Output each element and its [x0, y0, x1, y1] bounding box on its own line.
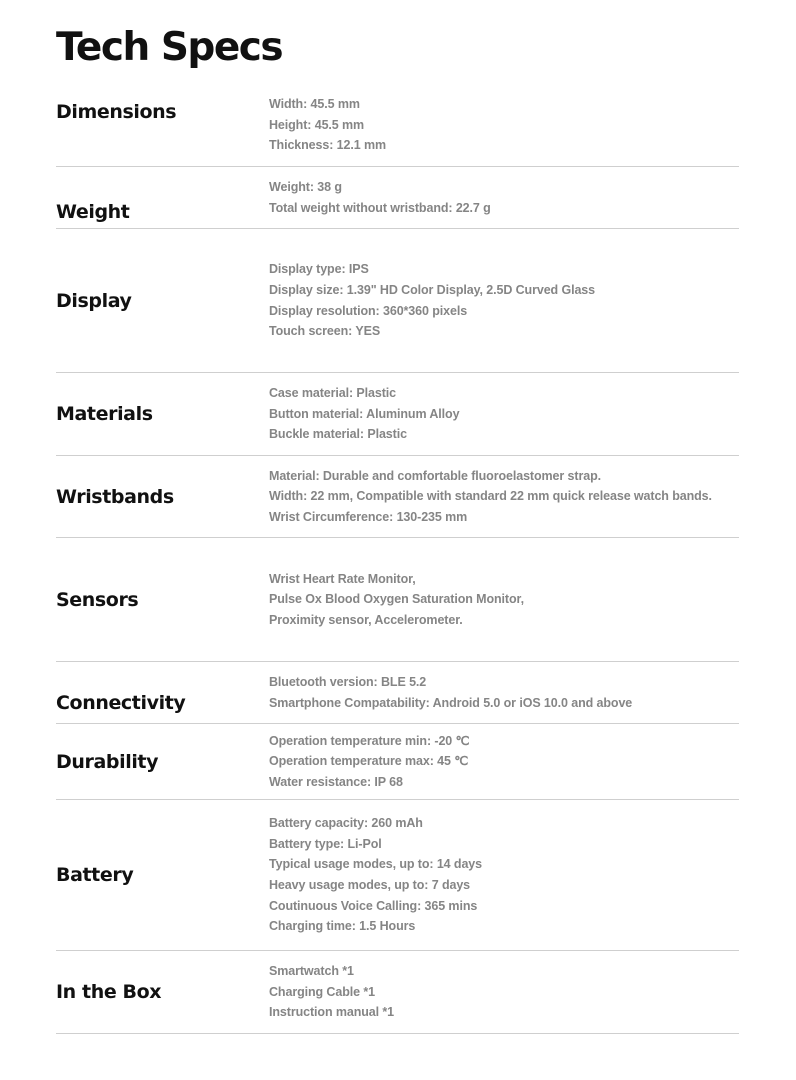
spec-row-materials [56, 373, 739, 456]
spec-label-connectivity: Connectivity [56, 691, 186, 714]
spec-value: Wrist Heart Rate Monitor, [269, 571, 416, 586]
spec-values-connectivity [269, 662, 739, 723]
spec-value: Touch screen: YES [269, 324, 381, 339]
spec-value: Pulse Ox Blood Oxygen Saturation Monitor, [269, 592, 524, 607]
spec-row-weight [56, 167, 739, 229]
spec-label-materials: Materials [56, 403, 153, 425]
spec-value: Smartwatch *1 [269, 964, 354, 979]
spec-values-materials [269, 373, 739, 455]
spec-value: Smartphone Compatability: Android 5.0 or iOS 10.0 and above [269, 695, 633, 710]
spec-value: Typical usage modes, up to: 14 days [269, 857, 482, 872]
spec-label-wristbands: Wristbands [56, 485, 174, 508]
spec-row-in-the-box [56, 951, 739, 1034]
spec-value: Wrist Circumference: 130-235 mm [269, 509, 468, 524]
spec-value: Instruction manual *1 [269, 1005, 395, 1020]
spec-values-display [269, 229, 739, 372]
spec-value: Width: 45.5 mm [269, 97, 360, 112]
spec-values-weight [269, 167, 739, 228]
spec-value: Display resolution: 360*360 pixels [269, 303, 468, 318]
spec-value: Display type: IPS [269, 262, 369, 277]
spec-row-display [56, 229, 739, 373]
spec-value: Total weight without wristband: 22.7 g [269, 200, 491, 215]
page-title: Tech Specs [56, 25, 283, 70]
spec-value: Weight: 38 g [269, 179, 342, 194]
spec-value: Charging time: 1.5 Hours [269, 919, 416, 934]
spec-value: Case material: Plastic [269, 386, 397, 401]
spec-label-dimensions: Dimensions [56, 101, 177, 123]
spec-label-sensors: Sensors [56, 588, 139, 611]
spec-value: Buckle material: Plastic [269, 427, 407, 442]
spec-value: Charging Cable *1 [269, 984, 375, 999]
spec-value: Heavy usage modes, up to: 7 days [269, 878, 471, 892]
spec-value: Proximity sensor, Accelerometer. [269, 612, 463, 627]
spec-value: Height: 45.5 mm [269, 117, 365, 132]
spec-values-battery [269, 800, 739, 950]
spec-value: Coutinuous Voice Calling: 365 mins [269, 898, 478, 913]
spec-label-durability: Durability [56, 750, 159, 773]
spec-label-battery: Battery [56, 864, 134, 886]
spec-value: Operation temperature max: 45 ℃ [269, 754, 469, 769]
spec-value: Battery type: Li-Pol [269, 836, 382, 851]
spec-value: Display size: 1.39" HD Color Display, 2.5D Curved Glass [269, 282, 596, 297]
spec-values-wristbands [269, 456, 739, 537]
spec-row-battery [56, 800, 739, 951]
spec-value: Water resistance: IP 68 [269, 774, 403, 789]
spec-row-wristbands [56, 456, 739, 538]
spec-value: Operation temperature min: -20 ℃ [269, 733, 470, 748]
spec-value: Battery capacity: 260 mAh [269, 816, 423, 831]
spec-row-durability [56, 724, 739, 800]
spec-value: Width: 22 mm, Compatible with standard 22 mm quick release watch bands. [269, 489, 712, 504]
spec-values-in-the-box [269, 951, 739, 1033]
spec-values-dimensions [269, 84, 739, 166]
spec-row-dimensions [56, 84, 739, 167]
spec-values-durability [269, 724, 739, 799]
spec-value: Button material: Aluminum Alloy [269, 406, 460, 421]
spec-row-connectivity [56, 662, 739, 724]
spec-value: Thickness: 12.1 mm [269, 138, 387, 153]
spec-values-sensors [269, 538, 739, 661]
spec-row-sensors [56, 538, 739, 662]
spec-label-display: Display [56, 289, 132, 312]
spec-label-in-the-box: In the Box [56, 981, 162, 1003]
spec-label-weight: Weight [56, 200, 130, 223]
spec-value: Bluetooth version: BLE 5.2 [269, 674, 427, 689]
spec-value: Material: Durable and comfortable fluoroelastomer strap. [269, 468, 601, 483]
